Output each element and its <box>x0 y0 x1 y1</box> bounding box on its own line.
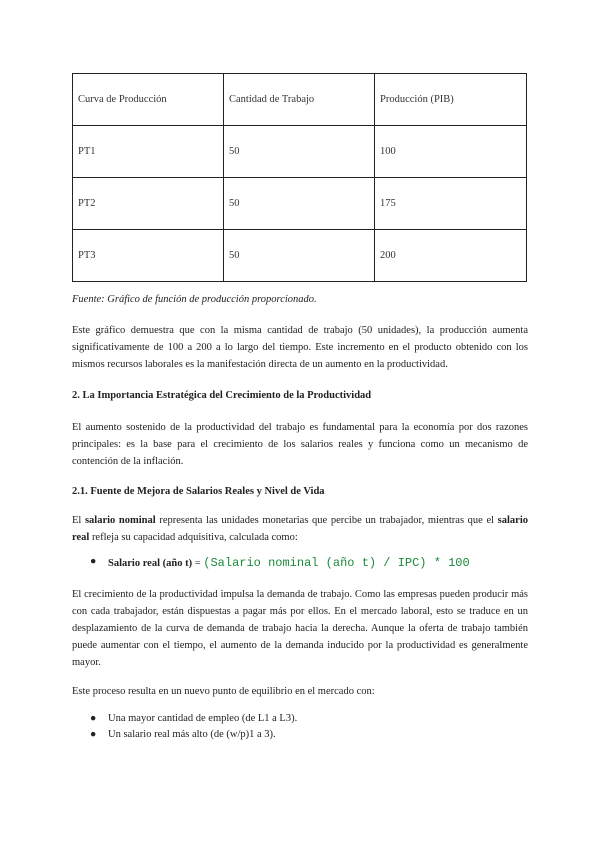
table-cell: PT3 <box>73 230 224 282</box>
table-header-row <box>73 74 527 126</box>
text-run: refleja su capacidad adquisitiva, calculada como: <box>89 532 298 543</box>
section-heading: 2. La Importancia Estratégica del Crecimiento de la Productividad <box>72 390 372 401</box>
table-row <box>73 178 527 230</box>
table-cell: 175 <box>375 178 527 230</box>
paragraph-equilibrium: Este proceso resulta en un nuevo punto de equilibrio en el mercado con: <box>72 686 375 697</box>
bold-term-nominal: salario nominal <box>84 515 156 526</box>
table-cell: 50 <box>224 126 375 178</box>
bullet-icon: ● <box>90 556 97 567</box>
table-header-cell: Curva de Producción <box>73 74 224 126</box>
paragraph-productivity-explanation: Este gráfico demuestra que con la misma cantidad de trabajo (50 unidades), la producción aumenta significativamente de 100 a 200 a lo largo del tiempo. Este incremento en el producto obtenido con los mismos recursos laborales es la manifestación directa de un aumento en la productividad. <box>72 325 528 370</box>
text-run: representa las unidades monetarias que percibe un trabajador, mientras que el <box>155 515 498 526</box>
table-cell: PT1 <box>73 126 224 178</box>
table-cell: 100 <box>375 126 527 178</box>
list-item-text: Un salario real más alto (de (w/p)1 a 3). <box>108 729 276 740</box>
table-row <box>73 230 527 282</box>
table-cell: 200 <box>375 230 527 282</box>
table-cell: PT2 <box>73 178 224 230</box>
list-item-text: Una mayor cantidad de empleo (de L1 a L3). <box>108 713 298 724</box>
table-header-cell: Cantidad de Trabajo <box>224 74 375 126</box>
formula-equals: = <box>192 558 204 569</box>
formula-expression: (Salario nominal (año t) / IPC) * 100 <box>203 556 470 570</box>
paragraph-salary-definitions <box>72 512 528 546</box>
subsection-heading: 2.1. Fuente de Mejora de Salarios Reales y Nivel de Vida <box>72 486 325 497</box>
production-table <box>72 73 527 282</box>
table-caption: Fuente: Gráfico de función de producción proporcionado. <box>72 294 317 305</box>
bullet-icon: ● <box>90 729 97 740</box>
table-cell: 50 <box>224 230 375 282</box>
bullet-icon: ● <box>90 713 97 724</box>
table-cell: 50 <box>224 178 375 230</box>
text-run: El <box>72 515 85 526</box>
bold-term-real: salario real <box>72 515 529 543</box>
formula-label: Salario real (año t) <box>108 558 193 569</box>
table-header-cell: Producción (PIB) <box>375 74 527 126</box>
paragraph-demand-shift: El crecimiento de la productividad impulsa la demanda de trabajo. Como las empresas pueden producir más con cada trabajador, están dispuestas a pagar más por ellos. En el mercado laboral, esto se traduce en un desplazamiento de la curva de demanda de trabajo hacia la derecha. Aunque la oferta de trabajo también puede aumentar con el tiempo, el aumento de la demanda inducido por la productividad es generalmente mayor. <box>72 589 528 668</box>
table-row <box>73 126 527 178</box>
paragraph-importance: El aumento sostenido de la productividad del trabajo es fundamental para la economía por dos razones principales: es la base para el crecimiento de los salarios reales y funciona como un mecanismo de contención de la inflación. <box>72 422 528 467</box>
